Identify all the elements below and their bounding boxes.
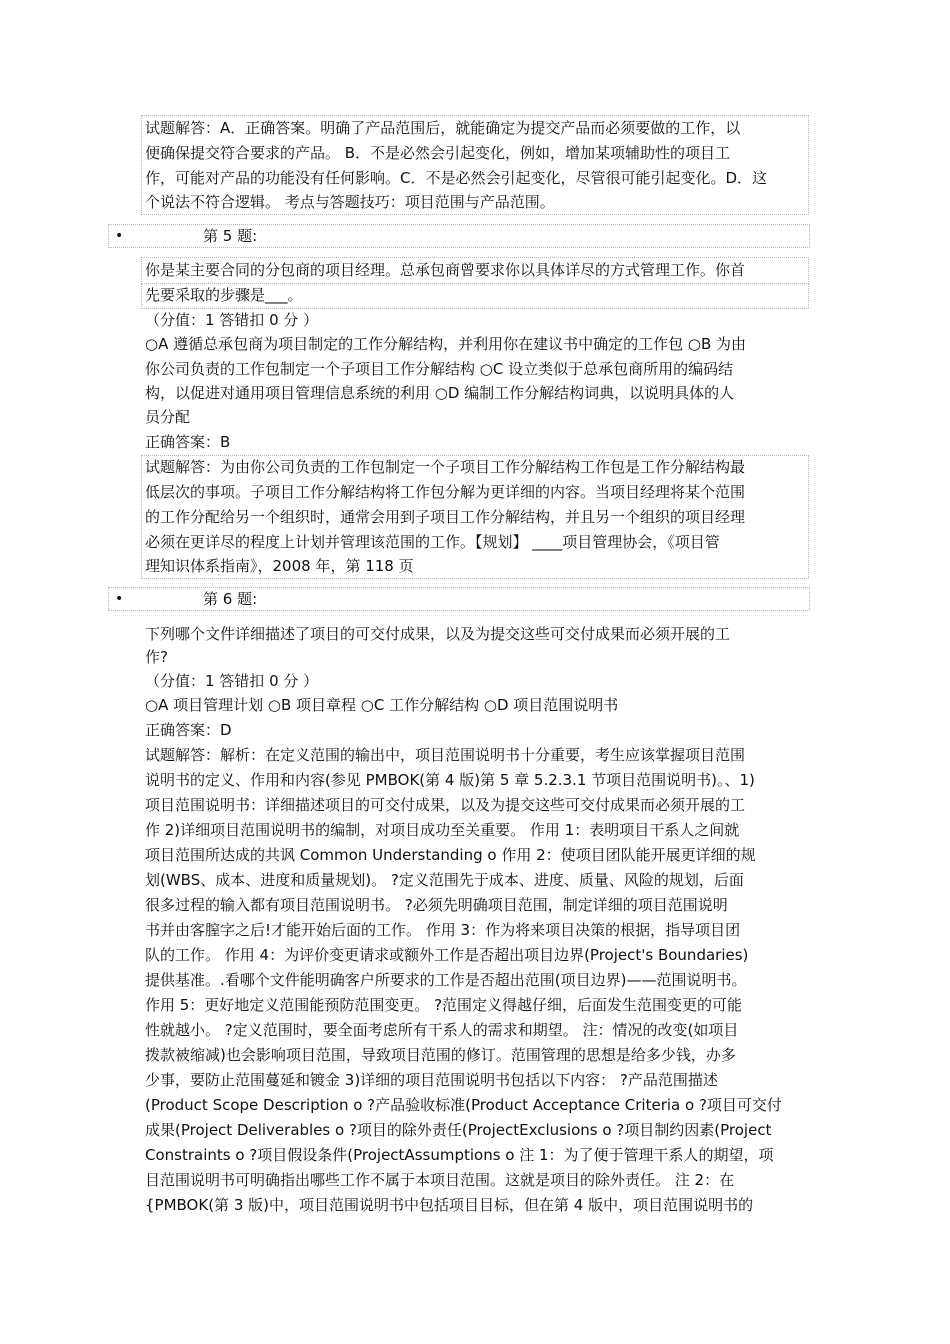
question-6-stem-line: 作?	[145, 648, 168, 666]
question-6-explanation-line: 说明书的定义、作用和内容(参见 PMBOK(第 4 版)第 5 章 5.2.3.1 节项目范围说明书)。、1)	[145, 771, 755, 789]
question-6-explanation-line: {PMBOK(第 3 版)中，项目范围说明书中包括项目目标，但在第 4 版中，项目范围说明书的	[145, 1196, 754, 1214]
bullet: •	[115, 228, 124, 244]
question-6-explanation-line: 提供基准。.看哪个文件能明确客户所要求的工作是否超出范围(项目边界)——范围说明书。	[145, 971, 747, 989]
question-6-stem-line: 下列哪个文件详细描述了项目的可交付成果，以及为提交这些可交付成果而必须开展的工	[145, 625, 731, 643]
question-5-stem-line: 你是某主要合同的分包商的项目经理。总承包商曾要求你以具体详尽的方式管理工作。你首	[145, 261, 746, 279]
question-5-explanation-line: 必须在更详尽的程度上计划并管理该范围的工作。【规划】 ____项目管理协会，《项目管	[145, 533, 720, 551]
question-5-stem-line: 先要采取的步骤是___。	[145, 286, 303, 304]
prev-explanation-line: 个说法不符合逻辑。 考点与答题技巧：项目范围与产品范围。	[145, 193, 555, 211]
question-6-explanation-line: 拨款被缩减)也会影响项目范围，导致项目范围的修订。范围管理的思想是给多少钱，办多	[145, 1046, 736, 1064]
question-6-explanation-line: 成果(Project Deliverables o ?项目的除外责任(ProjectExclusions o ?项目制约因素(Project	[145, 1121, 772, 1139]
prev-explanation-line: 试题解答：A．正确答案。明确了产品范围后，就能确定为提交产品而必须要做的工作，以	[145, 119, 741, 137]
question-6-explanation-line: 书并由客膣字之后!才能开始后面的工作。 作用 3：作为将来项目决策的根据，指导项目团	[145, 921, 741, 939]
question-5-option-line[interactable]: 你公司负责的工作包制定一个子项目工作分解结构 ○C 设立类似于总承包商所用的编码结	[145, 360, 734, 378]
question-6-explanation-line: (Product Scope Description o ?产品验收标准(Product Acceptance Criteria o ?项目可交付	[145, 1096, 782, 1114]
question-6-explanation-line: 队的工作。 作用 4：为评价变更请求或额外工作是否超出项目边界(Project's Boundaries)	[145, 946, 749, 964]
question-6-explanation-line: 少事，要防止范围蔓延和镀金 3)详细的项目范围说明书包括以下内容： ?产品范围描述	[145, 1071, 718, 1089]
question-5-explanation-line: 的工作分配给另一个组织时，通常会用到子项目工作分解结构，并且另一个组织的项目经理	[145, 508, 746, 526]
question-5-option-line[interactable]: 构，以促进对通用项目管理信息系统的利用 ○D 编制工作分解结构词典，以说明具体的人	[145, 384, 735, 402]
question-6-score: （分值：1 答错扣 0 分 ）	[145, 672, 319, 690]
question-6-explanation-line: 项目范围所达成的共讽 Common Understanding o 作用 2：使项目团队能开展更详细的规	[145, 846, 756, 864]
bullet: •	[115, 591, 124, 607]
question-6-explanation-line: 很多过程的输入都有项目范围说明书。 ?必须先明确项目范围，制定详细的项目范围说明	[145, 896, 728, 914]
question-6-explanation-line: 划(WBS、成本、进度和质量规划)。 ?定义范围先于成本、进度、质量、风险的规划，后面	[145, 871, 744, 889]
question-5-option-line[interactable]: 员分配	[145, 408, 191, 426]
question-5-score: （分值：1 答错扣 0 分 ）	[145, 311, 319, 329]
question-6-explanation-line: 作 2)详细项目范围说明书的编制，对项目成功至关重要。 作用 1：表明项目干系人之间就	[145, 821, 740, 839]
question-6-explanation-line: 作用 5：更好地定义范围能预防范围变更。 ?范围定义得越仔细，后面发生范围变更的可能	[145, 996, 743, 1014]
question-6-explanation-line: Constraints o ?项目假设条件(ProjectAssumptions o 注 1：为了便于管理干系人的期望，项	[145, 1146, 774, 1164]
question-6-explanation-line: 试题解答：解析：在定义范围的输出中，项目范围说明书十分重要，考生应该掌握项目范围	[145, 746, 746, 764]
question-6-explanation-line: 性就越小。 ?定义范围时，要全面考虑所有干系人的需求和期望。 注：情况的改变(如项目	[145, 1021, 739, 1039]
question-6-label: 第 6 题:	[203, 590, 258, 608]
question-5-label: 第 5 题:	[203, 227, 258, 245]
question-6-answer: 正确答案：D	[145, 721, 232, 739]
question-5-explanation-line: 低层次的事项。子项目工作分解结构将工作包分解为更详细的内容。当项目经理将某个范围	[145, 483, 746, 501]
question-6-explanation-line: 项目范围说明书：详细描述项目的可交付成果，以及为提交这些可交付成果而必须开展的工	[145, 796, 746, 814]
question-6-option-line[interactable]: ○A 项目管理计划 ○B 项目章程 ○C 工作分解结构 ○D 项目范围说明书	[145, 696, 619, 714]
question-5-explanation-line: 试题解答：为由你公司负责的工作包制定一个子项目工作分解结构工作包是工作分解结构最	[145, 458, 746, 476]
prev-explanation-line: 作，可能对产品的功能没有任何影响。C．不是必然会引起变化，尽管很可能引起变化。D．这	[145, 169, 768, 187]
question-6-header	[108, 587, 810, 611]
question-6-explanation-line: 目范围说明书可明确指出哪些工作不属于本项目范围。这就是项目的除外责任。 注 2：在	[145, 1171, 735, 1189]
question-5-answer: 正确答案：B	[145, 433, 231, 451]
question-5-explanation-line: 理知识体系指南》，2008 年，第 118 页	[145, 557, 414, 575]
prev-explanation-line: 便确保提交符合要求的产品。 B．不是必然会引起变化，例如，增加某项辅助性的项目工	[145, 144, 731, 162]
question-5-header	[108, 224, 810, 248]
question-5-option-line[interactable]: ○A 遵循总承包商为项目制定的工作分解结构，并利用你在建议书中确定的工作包 ○B 为由	[145, 335, 747, 353]
